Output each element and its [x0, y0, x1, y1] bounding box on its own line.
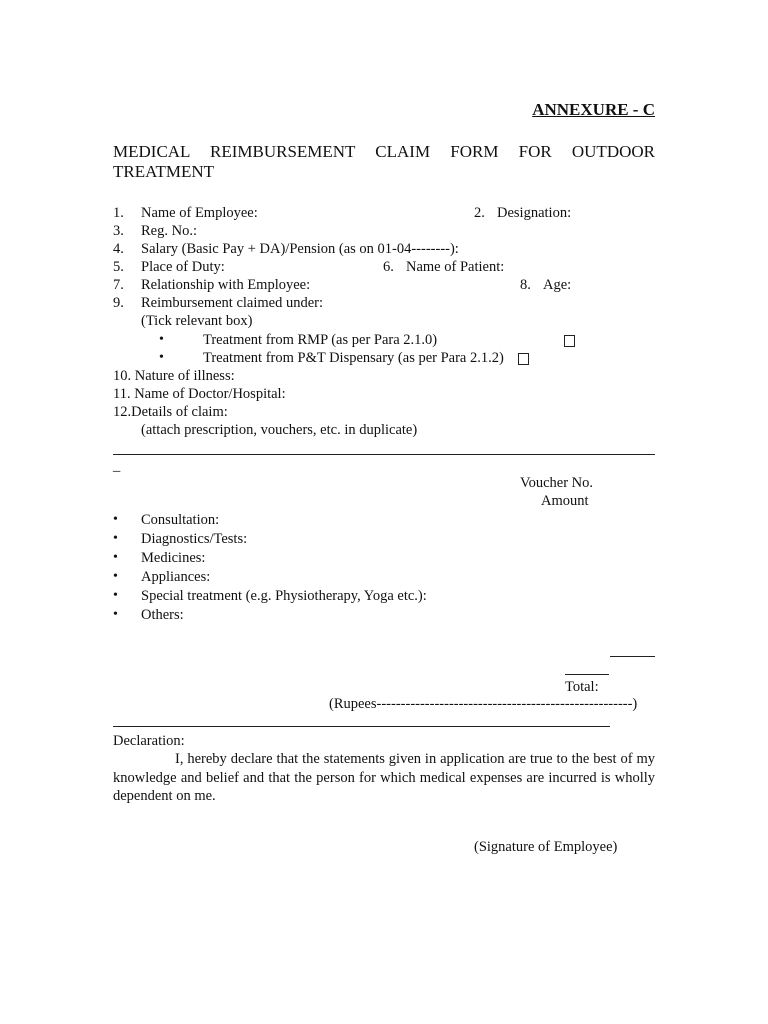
field-age-label: Age: — [543, 277, 572, 293]
field-salary-label: Salary (Basic Pay + DA)/Pension (as on 01-04--------): — [141, 241, 459, 257]
voucher-no-header: Voucher No. — [520, 475, 594, 491]
field-patient-name-label: Name of Patient: — [406, 259, 505, 275]
declaration-text: I, hereby declare that the statements given in application are true to the best of my knowledge and belief and that the person for which medical expenses are incurred is wholly dependent on me. — [113, 751, 655, 804]
claim-item: Consultation: — [141, 512, 220, 528]
field-designation-label: Designation: — [497, 205, 572, 221]
field-7-number: 7. — [113, 277, 124, 293]
field-doctor-label: 11. Name of Doctor/Hospital: — [113, 386, 286, 402]
claim-item: Medicines: — [141, 550, 206, 566]
field-reimbursement-label: Reimbursement claimed under: — [141, 295, 324, 311]
field-5-number: 5. — [113, 259, 124, 275]
option-dispensary-label: Treatment from P&T Dispensary (as per Para 2.1.2) — [203, 350, 504, 366]
option-rmp-label: Treatment from RMP (as per Para 2.1.0) — [203, 332, 438, 348]
bullet-icon: • — [113, 569, 118, 584]
bullet-icon: • — [113, 607, 118, 622]
amount-rule-1 — [610, 656, 655, 657]
field-illness-label: 10. Nature of illness: — [113, 368, 235, 384]
rupees-line: (Rupees-----------------------------------------------------) — [329, 696, 638, 712]
amount-rule-2 — [565, 674, 609, 675]
bullet-icon: • — [113, 550, 118, 565]
annexure-heading: ANNEXURE - C — [532, 100, 655, 119]
bullet-icon: • — [159, 332, 164, 347]
field-6-number: 6. — [383, 259, 394, 275]
claim-item: Others: — [141, 607, 184, 623]
field-8-number: 8. — [520, 277, 531, 293]
bullet-icon: • — [113, 588, 118, 603]
field-place-of-duty-label: Place of Duty: — [141, 259, 225, 275]
signature-label: (Signature of Employee) — [474, 839, 618, 855]
field-9-number: 9. — [113, 295, 124, 311]
declaration-heading: Declaration: — [113, 733, 185, 749]
field-employee-name-label: Name of Employee: — [141, 205, 258, 221]
field-4-number: 4. — [113, 241, 124, 257]
checkbox-rmp[interactable] — [564, 335, 575, 347]
separator-line — [113, 454, 655, 455]
stray-underscore: _ — [113, 458, 121, 474]
field-3-number: 3. — [113, 223, 124, 239]
field-reg-no-label: Reg. No.: — [141, 223, 197, 239]
total-label: Total: — [565, 679, 599, 695]
form-title-line-1: MEDICAL REIMBURSEMENT CLAIM FORM FOR OUTDOOR — [113, 142, 655, 161]
claim-item: Special treatment (e.g. Physiotherapy, Yoga etc.): — [141, 588, 427, 604]
claim-item: Appliances: — [141, 569, 211, 585]
field-2-number: 2. — [474, 205, 485, 221]
tick-box-note: (Tick relevant box) — [141, 313, 253, 329]
claim-details-note: (attach prescription, vouchers, etc. in duplicate) — [141, 422, 418, 438]
field-claim-details-label: 12.Details of claim: — [113, 404, 228, 420]
checkbox-dispensary[interactable] — [518, 353, 529, 365]
bullet-icon: • — [159, 350, 164, 365]
claim-item: Diagnostics/Tests: — [141, 531, 248, 547]
field-relationship-label: Relationship with Employee: — [141, 277, 311, 293]
bullet-icon: • — [113, 512, 118, 527]
amount-header: Amount — [541, 493, 589, 509]
separator-line — [113, 726, 610, 727]
field-1-number: 1. — [113, 205, 124, 221]
bullet-icon: • — [113, 531, 118, 546]
form-title-line-2: TREATMENT — [113, 162, 215, 181]
